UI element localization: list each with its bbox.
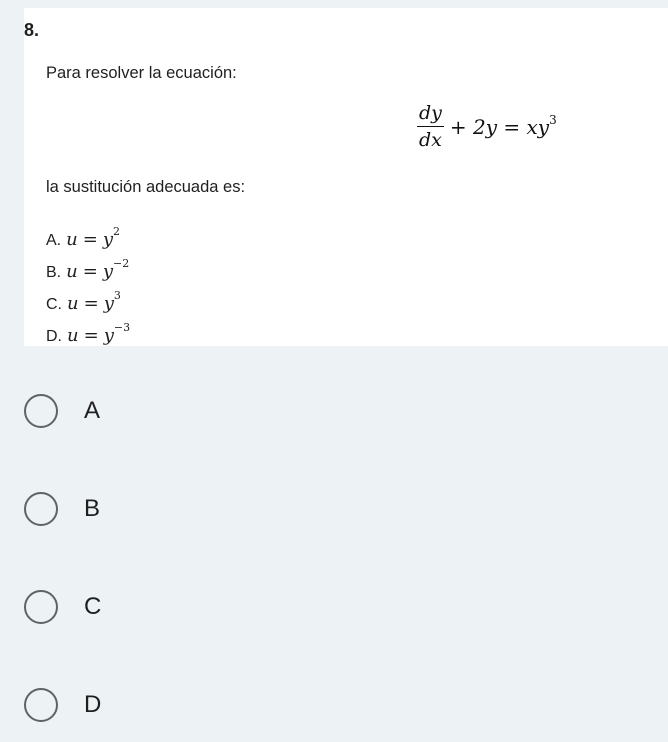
equation-rest xyxy=(449,112,557,139)
option-eq: = xyxy=(82,261,98,282)
option-exponent: 2 xyxy=(112,225,120,238)
option-var: u xyxy=(67,325,79,346)
option-text-a xyxy=(46,225,120,250)
radio-circle-icon[interactable] xyxy=(24,492,58,526)
option-expression xyxy=(66,257,130,282)
option-letter: A. xyxy=(46,232,62,249)
equation-exponent: 3 xyxy=(549,112,557,127)
option-exponent: −2 xyxy=(112,257,130,270)
radio-circle-icon[interactable] xyxy=(24,394,58,428)
choice-label[interactable]: A xyxy=(84,397,101,424)
choice-a[interactable] xyxy=(24,394,100,428)
option-var: u xyxy=(66,229,78,250)
option-base: y xyxy=(102,261,113,282)
derivative-fraction xyxy=(417,102,444,151)
option-expression xyxy=(67,321,131,346)
option-var: u xyxy=(67,293,79,314)
option-letter: B. xyxy=(46,264,62,281)
choice-b[interactable] xyxy=(24,492,100,526)
choice-c[interactable] xyxy=(24,590,101,624)
option-text-c xyxy=(46,289,121,314)
option-expression xyxy=(67,289,121,314)
option-exponent: 3 xyxy=(113,289,121,302)
fraction-denominator: dx xyxy=(419,129,442,151)
fraction-numerator: dy xyxy=(419,102,442,124)
choice-label[interactable]: D xyxy=(84,691,102,718)
option-letter: C. xyxy=(46,296,62,313)
option-text-b xyxy=(46,257,130,282)
radio-circle-icon[interactable] xyxy=(24,590,58,624)
option-eq: = xyxy=(83,293,99,314)
choice-label[interactable]: B xyxy=(84,495,101,522)
option-eq: = xyxy=(83,325,99,346)
radio-circle-icon[interactable] xyxy=(24,688,58,722)
equation xyxy=(417,102,557,151)
option-var: u xyxy=(66,261,78,282)
option-letter: D. xyxy=(46,328,62,345)
option-expression xyxy=(66,225,120,250)
question-prompt-2: la sustitución adecuada es: xyxy=(46,178,246,196)
choice-d[interactable] xyxy=(24,688,101,722)
option-exponent: −3 xyxy=(113,321,131,334)
option-base: y xyxy=(103,293,114,314)
question-number: 8. xyxy=(24,20,40,40)
question-prompt: Para resolver la ecuación: xyxy=(46,64,237,82)
option-eq: = xyxy=(82,229,98,250)
option-base: y xyxy=(103,325,114,346)
option-text-d xyxy=(46,321,131,346)
equation-rest-main: + 2y = xy xyxy=(449,114,550,139)
choice-label[interactable]: C xyxy=(84,593,102,620)
option-base: y xyxy=(102,229,113,250)
